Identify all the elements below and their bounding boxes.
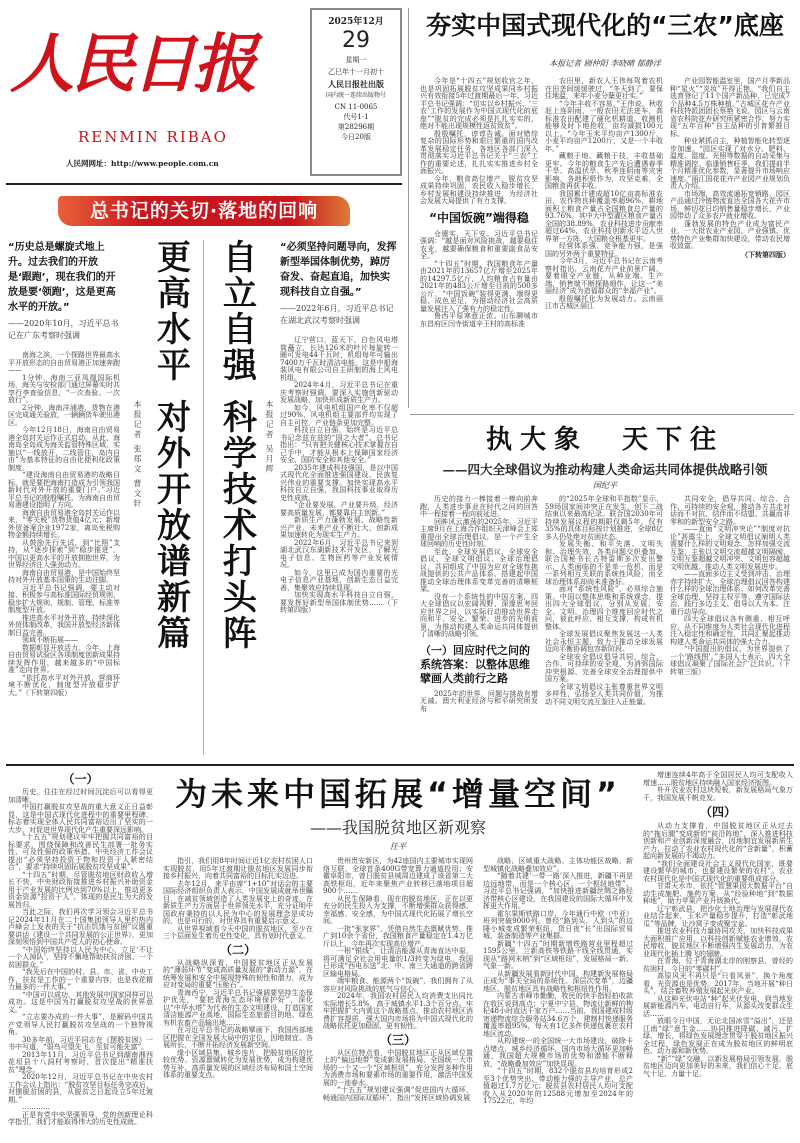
article-a-title-2[interactable]: 对外开放谱新篇 — [157, 398, 191, 654]
top-col-1 — [420, 78, 538, 328]
paragraph: “依托高水平对外开放，营商环境不断优化，制度型开放稳步扩大。”（下转第四版） — [8, 673, 120, 697]
paragraph: 四大全球倡议各有侧重、相互呼应，从不同维度为人类社会现代化进程注入稳定性和确定性，共同汇聚起推动构建人类命运共同体的强大合力。 — [670, 615, 790, 646]
paragraph: 如今，风电机组国产化率不仅超过90%，风电机组主要部件均实现了自主可控，产业链条更加完整。 — [280, 403, 398, 427]
paragraph-list — [163, 858, 313, 941]
article-b-byline: 本报记者 吴月辉 — [265, 400, 274, 475]
paragraph: 当此之际，我们再次学习领会习近平总书记2024年11月在二十国集团领导人里约热内卢峰会上发表的关于“抗击饥饿与贫困”议题重要讲话《建设一个共同发展的公正世界》，更加深刻领悟到中国共产党人的初心使命。 — [8, 908, 153, 946]
paragraph: 缘小区域县集、城乡连片，把脱贫地区的比较优势、资源禀赋转化为发展优势，成为构建优势互补、高质量发展的区域经济布局和国土空间体系的重要支点。 — [163, 1048, 313, 1079]
bottom-col5-head: （四） — [699, 805, 736, 819]
section-rule — [410, 414, 794, 415]
day: 29 — [342, 28, 370, 53]
quote-a: “历史总是螺旋式地上升。过去我们的开放是‘跟跑’，现在我们的开放是要‘领跑’，这是更高水平的开放。” — [8, 242, 116, 313]
paragraph: “十四五”时期，832个脱贫县均培育形成2至3个优势突出、带动能力强的主导产业，总产值超过1.7万亿元；脱贫县农村居民人均可支配收入从2020年的12588元增加至2024年的17522元，年均 — [483, 1067, 633, 1105]
website-url[interactable]: 人民网网址：http://www.people.com.cn — [66, 159, 219, 168]
paragraph: 习近平总书记强调，要主动对接、积极参与高标准国际经贸规则，稳步扩大规则、规制、管理、标准等制度型开放。 — [8, 583, 120, 614]
paragraph: “建设海南自由贸易港的战略目标，就是要把海南打造成为引领我国新时代对外开放的重要门户。”习近平总书记的殷殷嘱托，为海南自由贸易港建设指明了方向。 — [8, 471, 120, 509]
article-a-byline: 本报记者 张郑文 曹文轩 — [133, 400, 142, 510]
paragraph: 2020年12月，习近平总书记在中央农村工作会议上指出：“脱贫攻坚目标任务完成后，对摆脱贫困的县，从脱贫之日起设立5年过渡期。” — [8, 1073, 153, 1104]
bottom-byline: 任平 — [390, 842, 406, 851]
paragraph: 从这种光伏电站“种”起光伏发电，到当地发展新能源汽车、电动自行车，从源头改变群众生活…… — [643, 994, 793, 1018]
paragraph: “立志要办成的一件大事”，是解码中国共产党领导人民打赢脱贫攻坚战的一个独特视角。 — [8, 1013, 153, 1036]
paragraph-list — [670, 78, 790, 251]
paragraph: ………… — [22, 1103, 50, 1111]
paragraph: 辽宁营口，蓝天下，白色风电塔筒矗立，长达126米的叶片每旋转一圈可发电44千瓦时，机组每年可输出7400万千瓦时清洁电能。这是中船海装风电有限公司自主研制的海上风电机组。 — [280, 336, 398, 382]
paragraph: 在青海，位于青海湖北岸的刚察县，曾经的贫困村，今日的“零碳村”。 — [643, 957, 793, 973]
bottom-col3-head: （三） — [379, 1032, 416, 1047]
article-a-title-1[interactable]: 更高水平 — [157, 238, 191, 386]
paragraph: 从动力支撑看，中国脱贫地区正从过去的“拖后腿”变成新的“前沿阵地”，深入推进科技创新和产业创新深度融合，因地制宜发展新质生产力，拉动了农业农村现代化的“含新量”，积蓄起向新发展的不竭动力。 — [643, 822, 793, 860]
paragraph-list — [163, 960, 313, 1080]
paragraph: 推进农业科技力量协同攻关，加快科技成果大面积推广应用，以科技创新赋能农业增效、农民增收，脱贫地区不断增强内生发展动力，为农业现代化插上腾飞的翅膀。 — [643, 927, 793, 958]
paragraph: 高原风光不再只是“只看风景”，换个角度看，光资源也是优势。2017年，当地开展“种日头”，结合畜牧养殖发展起光伏产业。 — [643, 972, 793, 995]
paragraph: 一批“张家界”，凭借自然生态禀赋优势，推广到10余个省份，我国粮食产量稳定在1.4万亿斤以上，今年再次实现高位增产。 — [323, 924, 473, 948]
paragraph: 仓廪实，天下安。习近平总书记强调：“越是面对风险挑战，越要稳住农业，越要确保粮食和重要副食品安全。” — [420, 229, 538, 260]
right-subhead: （一）回应时代之问的系统答案：以整体思维擘画人类前行之路 — [420, 643, 530, 685]
paragraph: 从新疆发展看新时代中国，构建新发展格局正成为“事关全局的系统性、深层次变革”，边疆地区、脱贫地区具有战略性和枢纽性作用。 — [483, 969, 633, 993]
article-a-body — [8, 352, 120, 697]
paragraph: 2分钟，海南洋浦港，货物在港区完成通关验放，一辆辆货车驶出港区。 — [8, 403, 120, 427]
paragraph: 共同安全，倡导共同、综合、合作、可持续的安全观，推动各方共走对话而不对抗、结伴而不结盟、共赢而非零和的新型安全之路。 — [670, 495, 790, 526]
paragraph: 科技自立自强，始终是习近平总书记念兹在兹的“国之大者”。总书记指出：“只有把关键核心技术掌握在自己手中，才能从根本上保障国家经济安全、国防安全和其他安全。” — [280, 426, 398, 464]
paragraph: “企业要发展，产业要升级，经济要高质量发展，都要靠自主创新。” — [280, 501, 398, 517]
paragraph: “十四五”时期，尽管脱贫地区财政收入增长不快，中央财政衔接推进乡村振兴补助资金用于产业发展的比例达到70%以上，推动更多资金资源“投资于人”，体现的是民生为大的发展旨归。 — [8, 870, 153, 909]
paragraph-list — [643, 823, 793, 1078]
paragraph: 2013年11月，习近平总书记到湖南湘西花垣县十八洞村考察时，首次提出“精准扶贫”理念。 — [8, 1050, 153, 1074]
paragraph: 推进高水平对外开放，持续深化外贸体制改革，我国开放型经济新体制日益完善。 — [8, 613, 120, 637]
paragraph: 从民生保障看，现在的脱贫地区，正在以更充分的民生投入为支撑，不断增强群众获得感、幸福感、安全感，为中国式现代化拓展了增长空间。 — [323, 894, 473, 925]
paragraph: “十四五”时期，我国粮食年产量由2021年的13657亿斤增至2025年的14297.5亿斤，人均粮食占有量由2021年的483公斤增至目前的500多公斤，“中国饭碗”装得更满、端得更稳、成色更足，为推动经济社会高质量发展注入了强有力的稳定性。 — [420, 259, 538, 313]
paragraph: 青海西宁，习近平总书记强调要坚持生态保护优先，“要把青海生态环境保护好”，深化以“中华水塔”为代表的生态文明建设，打造国家清洁能源产业高地、国际生态旅游目的地、绿色有机农畜产品输出地…… — [163, 988, 313, 1027]
paragraph: 从鼓励先行先试，到“比照”支持，从“逐步探索”到“稳步推进”，中国以更高水平的开放拥抱世界，为世界经济注入强劲动力。 — [8, 538, 120, 569]
publisher: 人民日报社出版 — [328, 79, 384, 89]
paragraph: 历史的接力一棒接着一棒向前奔跑，人类进步事业在时代之问的回答中一程接着一程向前延进。 — [420, 495, 538, 518]
paragraph: 2035年建成科技强国，是以中国式现代化全面推进强国建设、民族复兴伟业的重要支撑。加快实现高水平科技自立自强，我国科技事业取得历史性成就。 — [280, 463, 398, 502]
paragraph-list — [323, 858, 473, 1031]
top-col-3 — [670, 78, 790, 258]
paragraph: 2022年6月，习近平总书记来到湖北武汉东湖新技术开发区，了解光电子信息、生物医药等产业发展情况。 — [280, 538, 398, 569]
paragraph: “今年丰收不容易，”王伟说，秋收赶上连阴雨，一般农田无法进车，高标准农田配建了硬化机耕道，收割机能够及时下地抢收，亩均减损100元以上。“今年玉米平均亩产1300斤，小麦平均亩产1200斤，又是一个丰收年。” — [545, 99, 663, 153]
paragraph: ——直面多边主义受到冲击、治理赤字持续扩大，全球治理倡议回答构建什么样的全球治理体系、如何改革完善全球治理，坚持主权平等、遵守国际法治、践行多边主义、倡导以人为本、注重行动导向。 — [670, 570, 790, 616]
bottom-col-2 — [163, 858, 313, 1080]
paragraph: 种业紧抓自主，种植智能化转型逐步加速。“园区实现了对水分、肥料、温度、湿度、光照等数据的自动采集与精准调控。临逢销售旺季，我们提前半个月精准优化参数，显著提升市场响应速度。”丽江国花花卉产业园产业规划负责人介绍。 — [670, 137, 790, 190]
paragraph: “中国提出的倡议，为世界提供了一个‘路线图’。”多国人士表示，四大全球倡议凝聚了国际社会广泛共识。（下转第三版） — [670, 645, 790, 676]
paragraph-list — [420, 496, 538, 639]
paragraph-list — [545, 496, 663, 706]
quote-a-attribution: ——2020年10月，习近平总书记在广东考察时强调 — [8, 319, 119, 340]
paragraph-list — [8, 789, 153, 1127]
paragraph: 一根“银线”，让清洁能源从青海直达中原，将可满足全社会用电量的1/3转变为绿电。我国已形成“西电东送”北、中、南三大通道的跨省跨区输电格局。 — [323, 947, 473, 978]
paragraph: 海南自由贸易港，是中国始终坚持对外开放基本国策的生动注脚。 — [8, 568, 120, 584]
paragraph: 的“2025年全球和平指数”显示，59场国家间冲突正在发生，创下二战结束以来最高纪录。联合国2030年可持续发展议程的期限仅剩5年，仅有35%的具体目标按计划推进，全球8亿多人仍处绝对贫困状态。 — [545, 495, 664, 541]
paragraph: 经营体系强、竞争能力强，是强国的另外两个重要特征。 — [545, 242, 663, 258]
paragraph: 在习近平总书记的战略擘画下，我国西部地区把握在全国发展大局中的定位，因地制宜、各展所长，不断开拓经济发展新空间。 — [163, 1026, 313, 1049]
paragraph: 端牢粮食、能源两个“饭碗”，我们拥有了从容应对风险挑战的底气与信心。 — [323, 977, 473, 993]
paragraph: 今年是“十四五”规划收官之年，也是巩固拓展脱贫攻坚成果同乡村振兴有效衔接5年过渡期最后一年。习近平总书记强调：“切实以乡村振兴、‘三农’工作的发展作为中国式现代化的底座”“脱贫的完成必须是扎扎实实的，绝对不能出现规模性返贫致贫”。 — [420, 77, 538, 130]
paragraph: 从区位特点看，中国脱贫地区正从区域位置上的“偏远地带”变成新发展格局、全国统一大市场的一个又一个“区域枢纽”，充分发挥多种作用为消费市场和要素市场的重要作用，激活中国发展的一池春水。 — [323, 1048, 473, 1087]
paragraph-list — [8, 352, 120, 697]
paragraph: 指引，我们用8年时间让近1亿农村贫困人口实现脱贫，用5年过渡期让脱贫地区发展同步衔接乡村振兴，向着共同富裕的目标扎实迈进。 — [163, 857, 313, 880]
paragraph: 中国打赢脱贫攻坚战的重大意义正日益彰显，这是中国式现代化进程中的重要里程碑，标志着实现全体人民共同富裕迈出了坚实的一大步，对促进世界现代化产生重要深远影响。 — [8, 803, 153, 834]
issue-number: 第28296期 — [337, 123, 375, 131]
paragraph: 全球发展倡议聚焦发展这一人类社会永恒主题，致力于推动全球发展迈向平衡协调包容新阶段。 — [545, 630, 663, 653]
paragraph: 内蒙古赤峰市勤勤，牧民的快手指轻拍收款在收区说到高点；宁夏中宁县，物流让新鲜的枸杞48小时直达千家万户……当前，我国建成村级寄递物流综合服务站34.6万个，建制村快递服务覆盖率超95%，每天有1亿多件快递包裹在农村地区流动。 — [483, 992, 633, 1038]
paragraph: 正是有党中央坚强领导，党的创新理论科学指引，我们才能取得伟大的历史性成就。 — [8, 1110, 153, 1126]
paragraph: 南海之滨，一个探路世界最高水平开放形态的自由贸易港正加速奔跑—— — [8, 351, 120, 374]
paragraph: 从构建统一的全国统一大市场建设，破除卡点堵点，城乡经济循环，国内市场大循环更加畅通，我国超大规模市场的优势和潜能不断释放，“战略叠加效应”加快显现。 — [483, 1037, 633, 1068]
paragraph: 1分钟，海南三亚凤凰国际机场，海关与安检部门通过屏幕实时共享行李查验信息，“一次查验、一次放行”。 — [8, 373, 120, 404]
paragraph: 发展失衡、和平失落、文明失和、治理失效，各类问题交织叠加。联合国秘书长古特雷斯多次发出警示，人类面临的不是单一危机，而是一系列相互关联的系统性风险，而全球治理体系却尚未准备好。 — [545, 540, 663, 586]
article-b-text — [280, 240, 398, 615]
lunar-date: 乙巳年十一月初十 — [328, 68, 384, 76]
paragraph-list — [280, 337, 398, 615]
right-headline[interactable]: 执大象 天下往 — [485, 425, 725, 455]
bottom-headline[interactable]: 为未来中国拓展“增量空间” — [174, 775, 622, 813]
paragraph: “我们全面建设社会主义现代化国家，既要建设繁华的城市，也要建设繁荣的农村”。农业农村现代化是中国式现代化的重要组成部分。 — [643, 859, 793, 883]
right-col-2 — [545, 496, 663, 706]
article-a-text — [8, 240, 120, 697]
right-col-3 — [670, 496, 790, 676]
article-divider — [203, 240, 204, 755]
paragraph: 放眼今日中国，无论北国冰雪“溢出”，还是江南“绿”意生金……协同推进降碳、减污、扩绿、增长，将绿色发展理念贯穿于脱贫地区振兴全过程，绿色发展正在成为脱贫地区的鲜明底色、动力源和新优势。 — [643, 1017, 793, 1055]
serial-label: 国内统一连续出版物号 — [325, 92, 386, 99]
paragraph: 新疆“十四五”时期新增铁路营业里程超过1595公里，兰新高铁等铁路干线全线贯通，实现从“路网末梢”到“区域枢纽”，发展格局一新，气象一新。 — [483, 939, 633, 970]
article-a-titles — [152, 240, 196, 652]
paragraph: 从世界视域看今天中国的脱贫地区，至少在三个层面发生着历史性变化，具有划时代意义。 — [163, 924, 313, 940]
paragraph: 农田里，新农人王伟每驾着农机在田垄间缓缓驶过，“冬天到了，要保住地温，来年小麦分蘖更壮实。” — [545, 77, 663, 100]
bottom-col-4 — [483, 858, 633, 1106]
bottom-col-1 — [8, 772, 153, 1127]
paragraph: 增速连续4年高于全国居民人均可支配收入增速……脱贫地区持续融入国家经济版图。 — [643, 771, 793, 787]
quote-b: “必须坚持问题导向，发挥新型举国体制优势，踔厉奋发、奋起直追，加快实现科技自立自强。” — [280, 242, 397, 298]
paragraph: 蓬勃发展的特色产业成为富民产业，一大批农业产业园、产业强镇、优势特色产业集群加快建设，带动农民增收致富。 — [670, 219, 790, 250]
paragraph: 全球安全倡议倡导共同、综合、合作、可持续的安全观，为消弭国际冲突根源、完善全球安全治理提供中国方案。 — [545, 652, 663, 683]
article-b-titles — [218, 240, 262, 652]
top-byline: 本报记者 顾仲阳 李晓晴 郁静洋 — [549, 59, 661, 68]
page-rule — [6, 764, 794, 766]
paragraph: 从战略纵深看，中国脱贫地区正从发展的“薄弱环节”变成高质量发展的“新动力源”，在统筹发展和安全中展现特殊的韧性和潜力，成为应对变局的重要“压舱石”。 — [163, 958, 313, 989]
right-subtitle: ——四大全球倡议为推动构建人类命运共同体提供战略引领 — [442, 462, 768, 477]
weekday: 星期一 — [345, 56, 367, 64]
paragraph: 今年，粮食高位增产，脱贫攻坚成果持续巩固，农民收入稳步增长，乡村发展和建设持续推进，为经济社会发展大局提供了有力支撑。 — [420, 174, 538, 205]
section-banner: 总书记的关切·落地的回响 — [58, 196, 350, 226]
paragraph-list — [420, 231, 538, 329]
bottom-subtitle: ——我国脱贫地区新观察 — [309, 818, 486, 837]
cn-number: CN 11-0065 — [334, 103, 378, 111]
paragraph: 贵州贵安新区，为42座国内主要城市实现网络互联，全球首条400G带宽算力通道投用；安徽阜阳市，曾日脱贫县城周边建成了该省第二大高铁枢纽，近年来聚焦产业转移已落地项目超900个…… — [323, 857, 473, 895]
page-count: 今日20版 — [341, 133, 371, 141]
paragraph: 加快实现高水平科技自立自强，要发挥好新型举国体制优势……（下转第四版） — [280, 591, 398, 614]
paragraph: 30多年前，习近平同志在《摆脱贫困》一书中写道，“弱鸟可望先飞，至贫可能先富”。 — [8, 1035, 153, 1051]
paragraph: 藏粮于地、藏粮于技，丰收基础更牢。今年的粮食生产先后遭遇春季干旱、高温伏旱、秋季连阴雨等灾害影响，各地积极作为，攻坚克难，全国粮食再获丰收。 — [545, 152, 663, 190]
bottom-col1-head: （一） — [62, 772, 99, 786]
top-headline[interactable]: 夯实中国式现代化的“三农”底座 — [426, 11, 784, 40]
paragraph-list — [545, 78, 663, 311]
paragraph: 历史，往往在经过时间沉淀后可以看得更加清晰。 — [8, 788, 153, 804]
paragraph-list — [643, 772, 793, 802]
column-divider — [408, 8, 409, 408]
article-b-title-1[interactable]: 自立自强 — [223, 238, 257, 386]
paragraph-list — [420, 78, 538, 206]
paragraph: “中国可以成功，其他发展中国家同样可以成功。这是中国为打赢脱贫攻坚战的世界意义。” — [8, 990, 153, 1014]
paragraph: 产业园智能温室里，国产月季新品种“星火”“炎妆”开得正艳。“我们自主选育登记了11个国产新品种，已完成7个品种4.5万株种植。”古城区花卉产业科技特派团团长蔡艳飞说，园区与云南省农科院花卉研究所紧密合作，努力实现“五年百种”自主品种的引育繁推目标。 — [670, 77, 790, 138]
right-col-1 — [420, 496, 538, 713]
paragraph-list — [420, 691, 538, 714]
paragraph: 至此，全球发展倡议、全球安全倡议、全球文明倡议、全球治理倡议，共同组成了中国为应对全球性挑战提供的公共产品体系，搭建起中国推动全球治理体系变革完善的清晰框架。 — [420, 547, 538, 593]
paragraph: “中国始终坚持以人民为中心，立足‘不让一个人掉队’，坚持不懈地帮助扶贫济困、一个贫困群众。” — [8, 945, 153, 969]
paragraph: 辽宁彰武县，把沙化土地治理与发展现代农业结合起来，玉米产量稳步提升，打造“彰武地瓜”等品牌，让沙窝子变成聚宝盆。 — [643, 904, 793, 928]
paragraph: 数据彰显开放活力。今年，上海自由贸易试验区各项制度创新成果持续发挥作用，越来越多的“中国标准”走向世界。 — [8, 643, 120, 674]
paragraph-list — [323, 1050, 473, 1103]
paragraph: 新质生产力蓬勃发展，战略性新兴产业、未来产业不断壮大，创新成果加速转化为现实生产力。 — [280, 516, 398, 539]
paragraph: 鲁西平原寒意正浓。山东聊城市东昌府区闫寺街道辛王村的高标准 — [420, 312, 538, 328]
paragraph: 没有一个系统性的中国方案，四大全球倡议以宏阔视野、深邃思考回应世界之问，以实际行动推动世界走向和平、安全、繁荣、进步的光明前景，为推动构建人类命运共同体提供了清晰的战略引领。 — [420, 592, 538, 638]
right-byline: 国纪平 — [593, 481, 617, 490]
paragraph: 回眸风云激荡的2025年，习近平主席9月在上海合作组织天津峰会上郑重提出全球治理倡议，是一个产生全球回响的历史性时刻。 — [420, 517, 538, 548]
paragraph: 市场端，高效流通拓宽销路，园区产品通过冷链物流直达全国各大花卉市场，鲜切花日均销售量稳步增长，产业园带动了众多农户就业增收。 — [670, 189, 790, 220]
paragraph-list — [483, 858, 633, 1106]
date-box — [310, 8, 402, 176]
paragraph: “十五五”规划建议强调“促进国内大循环，畅通国内国际双循环”，指出“发挥区域协调发展 — [323, 1086, 473, 1102]
paragraph-list — [670, 496, 790, 676]
paragraph: 我国累计建成超10亿亩高标准农田，农作物良种覆盖率超96%，耕地面积上粮食产量占全国粮食总产量的93.76%，其中大中型灌区粮食产量占全国的38.89%，农业科技进步贡献率超过64%，农业科技创新水平迈入世界第一方阵，大国粮仓根基更牢。 — [545, 189, 663, 243]
article-b-title-2[interactable]: 科学技术打头阵 — [223, 398, 257, 654]
paragraph: 面对“系统性风险”，必须综合施策。中国以整体思维和系统观念，提出四大全球倡议，分别从发展、安全、文明、治理四个维度回应时代之问，彼此呼应、相互支撑，构成有机整体。 — [545, 585, 663, 631]
paragraph: 殷殷嘱托化为发展动力。云南丽江市古城区丽江 — [545, 294, 663, 310]
paragraph: ——直面“文明冲突论”“制度对抗论”甚嚣尘上，全球文明倡议阐明人类需要什么样的文明观念、怎样加强交流互鉴，主张以文明交流超越文明隔阂、文明互鉴超越文明冲突、文明包容超越文明优越，推动人类文明发展进步。 — [670, 525, 790, 571]
paragraph: 甘肃天水市，依托“智慧果园大数据平台”自动生成施肥、施药方案，从“经验种地”到“数据种地”，助力苹果产业升级换代。 — [643, 882, 793, 905]
paragraph: “十五五”规划建议牢牢把握共同富裕的目标要求，围绕保障和改善民生部署一批务实性、可及性强的政策举措。中央经济工作会议提出“必须坚持投资于物和投资于人紧密结合”，要求“持续巩固拓展脱贫攻坚成果”。 — [8, 833, 153, 871]
quote-b-attribution: ——2022年6月，习近平总书记在湖北武汉考察时强调 — [280, 304, 394, 325]
paragraph: 如今，这里已成为国内重要的光电子信息产业基地，创新生态日益完善，集聚效应持续显现。 — [280, 568, 398, 592]
paragraph: “我先后在中国的村、县、市、省、中央工作，扶贫是工作的一个重要内容，也是我花精力最多的一件大事。” — [8, 968, 153, 991]
paragraph: 朴开农业农村这块短板，新发展格局气象万千，我国发展千帆竞发。 — [643, 786, 793, 802]
masthead-logo-en: RENMIN RIBAO — [78, 128, 228, 146]
paragraph: 2024年，我国农村居民人均消费支出同比实际增长5.8%，高于城镇水平1.3个百分点。牢牢把握扩大内需这个战略基点，推动农村地区消费扩容提质，强大国内市场将为中国式现代化的战略依托更加稳固、更有韧性。 — [323, 992, 473, 1030]
bottom-col2-head: （二） — [219, 942, 256, 957]
paragraph: 去年12月，来平由席“1+10”对话会的主要国际经济组织负责人表示，中国发展成就举世瞩目，在减贫领域创造了人类发展史上的奇迹，在新质生产力方面居于世界领先水平，充分证明中国政府秉持的以人民为中心的发展理念是成功的，也是可行的，对世界具有重要启示意义。 — [163, 879, 313, 925]
bottom-col-3 — [323, 858, 473, 1102]
paragraph: 领域不断拓展—— — [22, 636, 78, 644]
paragraph: “随着共建‘一带一路’深入推进，新疆不再是边远地带，而是一个核心区、一个枢纽地带”。习近平总书记强调，“加快推进新疆丝绸之路经济带核心区建设，在我国建设的国际大循环中发挥更大作用。” — [483, 872, 633, 910]
paragraph: 2025年的世界，问题与挑战有增无减。澳大利亚经济与和平研究所发布 — [420, 689, 538, 713]
paragraph: 殷殷嘱托，谆谆告诫。面对错综复杂的国际形势和艰巨繁重的国内改革发展稳定任务，各地区各部门深入贯彻落实习近平总书记关于“三农”工作的重要论述，扎扎实实推进乡村全面振兴。 — [420, 129, 538, 175]
masthead-rule — [6, 183, 402, 185]
continued-note[interactable]: （下转第四版） — [741, 249, 790, 259]
code-number: 代号1-1 — [343, 113, 369, 121]
paragraph: 霍尔果斯铁路口岸，今年通行中欧（中亚）班列突破9000列。曾经“路到头、人到头”的边陲小城变成繁荣枢纽，货日夜“长”出国际贸易城、装备制造等产业集群。 — [483, 909, 633, 940]
paragraph: 战略、区域重大战略、主体功能区战略、新型城镇化战略叠加效应”。 — [483, 857, 633, 873]
paragraph: 今年3月，习近平总书记在云南考察时指出，云南花卉产业前景广阔，要着眼全产业链，从种业端、生产端、销售端不断探路细作，让这一“美丽经济”成为造福群众的“幸福产业”。 — [545, 257, 663, 295]
masthead-logo: 人民日报 — [10, 27, 254, 102]
paragraph: “新”“绿”交融，以新发展格局引领发展，脱贫地区迈向更加美好的未来，我们信心十足、底气十足、力量十足。 — [643, 1054, 793, 1078]
paragraph: 海南自由贸易港全岛封关运作以来，“零关税”货物货值4亿元；新增外贸备案企业1972家，离岛免税购物金额持续增长。 — [8, 508, 120, 539]
year-month: 2025年12月 — [328, 17, 384, 27]
article-b-body — [280, 337, 398, 615]
bottom-col-5 — [643, 772, 793, 1078]
paragraph: 2024年4月，习近平总书记在重庆考察时强调，要深入实施创新驱动发展战略，加快形成新质生产力。 — [280, 381, 398, 404]
paragraph: 今年12月18日，海南自由贸易港全岛封关运作正式启动。从此，海南岛全岛成为海关监管特殊区域，实施以“一线放开、二线管住、岛内自由”为基本特征的自由化便利化政策制度。 — [8, 426, 120, 472]
top-col-2 — [545, 78, 663, 311]
top-subhead: “中国饭碗”端得稳 — [429, 210, 529, 225]
paragraph: 全球文明倡议主张尊重世界文明多样性，弘扬全人类共同价值，为推动不同文明交流互鉴注入正能量。 — [545, 682, 663, 706]
